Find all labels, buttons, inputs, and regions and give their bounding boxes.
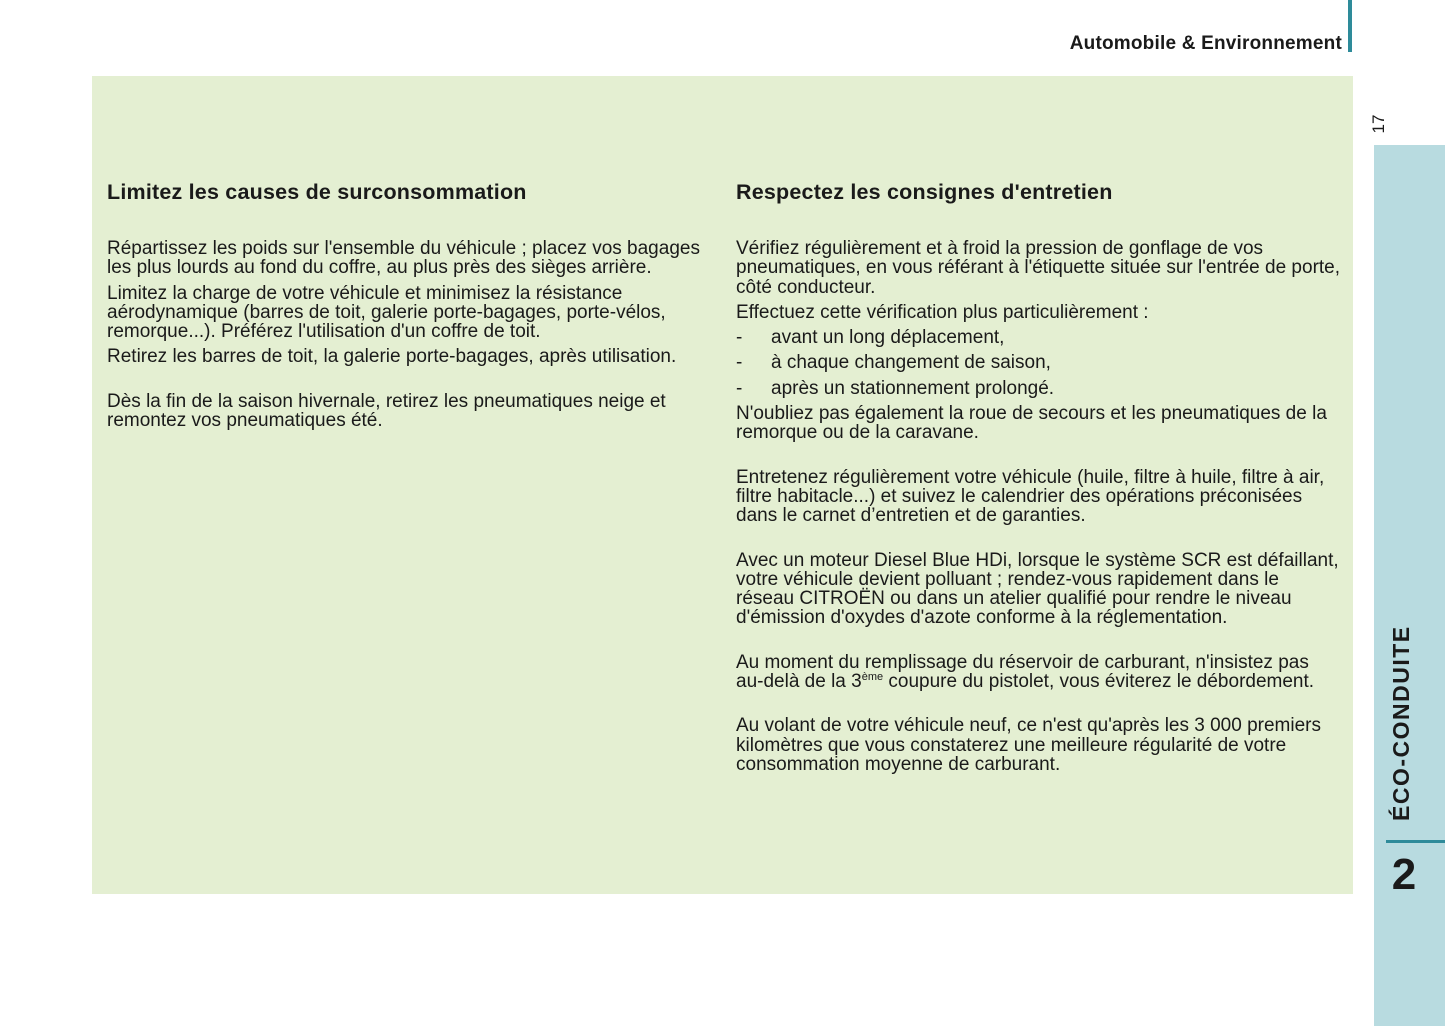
paragraph-remove-roof-bars: Retirez les barres de toit, la galerie porte-bagages, après utilisation. [107, 346, 677, 368]
chapter-number: 2 [1391, 850, 1417, 899]
left-heading: Limitez les causes de surconsommation [107, 180, 527, 204]
chapter-tab-divider [1386, 840, 1445, 843]
paragraph-refuelling [736, 653, 1341, 692]
bullet-dash: - [736, 352, 743, 374]
refuel-superscript: ème [861, 671, 884, 684]
header-rule [1348, 0, 1352, 52]
right-heading: Respectez les consignes d'entretien [736, 180, 1113, 204]
list-item [736, 328, 1341, 347]
paragraph-spare-wheel: N'oubliez pas également la roue de secours et les pneumatiques de la remorque ou de la caravane. [736, 403, 1327, 444]
list-item-text: après un stationnement prolongé. [771, 377, 1055, 399]
list-item-text: à chaque changement de saison, [771, 352, 1051, 374]
list-item-text: avant un long déplacement, [771, 327, 1005, 349]
paragraph-tyre-pressure: Vérifiez régulièrement et à froid la pression de gonflage de vos pneumatiques, en vous référant à l'étiquette située sur l'entrée de porte, côté conducteur. [736, 238, 1341, 298]
bullet-dash: - [736, 377, 743, 399]
chapter-label: ÉCO-CONDUITE [1388, 625, 1414, 821]
list-item [736, 353, 1341, 372]
list-item [736, 379, 1341, 398]
section-title: Automobile & Environnement [1069, 33, 1342, 54]
paragraph-maintenance: Entretenez régulièrement votre véhicule (huile, filtre à huile, filtre à air, filtre habitacle...) et suivez le calendrier des opérations préconisées dans le carnet d’entretien et de garanties. [736, 466, 1325, 527]
left-column [107, 178, 717, 436]
right-column [736, 178, 1341, 780]
paragraph-scr-system: Avec un moteur Diesel Blue HDi, lorsque le système SCR est défaillant, votre véhicule devient polluant ; rendez-vous rapidement dans le réseau CITROËN ou dans un atelier qualifié pour rendre le niveau d'émission d'oxydes d'azote conforme à la réglementation. [736, 549, 1339, 629]
page-number: 17 [1369, 114, 1388, 134]
bullet-dash: - [736, 327, 743, 349]
refuel-text-before: Au moment du remplissage du réservoir de carburant, n'insistez pas au-delà de la 3 [736, 651, 1309, 693]
paragraph-winter-tyres: Dès la fin de la saison hivernale, retirez les pneumatiques neige et remontez vos pneumatiques été. [107, 390, 666, 432]
paragraph-weight-distribution: Répartissez les poids sur l'ensemble du véhicule ; placez vos bagages les plus lourds au fond du coffre, au plus près des sièges arrière. [107, 238, 700, 279]
paragraph-check-lead: Effectuez cette vérification plus particulièrement : [736, 301, 1149, 323]
paragraph-load-aerodynamics: Limitez la charge de votre véhicule et minimisez la résistance aérodynamique (barres de toit, galerie porte-bagages, porte-vélos, remorque...). Préférez l'utilisation d'un coffre de toit. [107, 282, 666, 343]
check-list [736, 328, 1341, 398]
paragraph-new-vehicle: Au volant de votre véhicule neuf, ce n'est qu'après les 3 000 premiers kilomètres que vous constaterez une meilleure régularité de votre consommation moyenne de carburant. [736, 715, 1321, 775]
refuel-text-after: coupure du pistolet, vous éviterez le débordement. [883, 671, 1315, 693]
